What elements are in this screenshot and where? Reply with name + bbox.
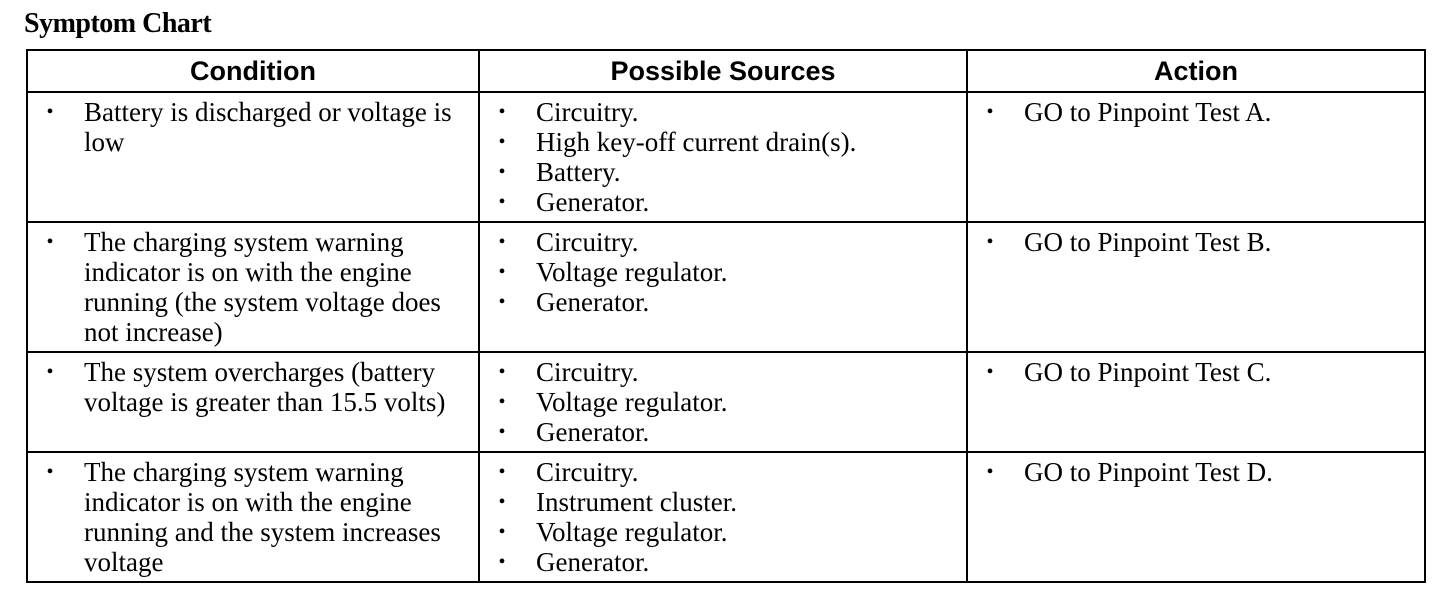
source-text: Voltage regulator. <box>536 257 728 287</box>
source-text: Instrument cluster. <box>536 487 737 517</box>
list-item <box>480 187 966 217</box>
condition-cell <box>27 222 479 352</box>
source-text: Circuitry. <box>536 227 639 257</box>
page-title: Symptom Chart <box>24 8 212 39</box>
bullet-icon: • <box>498 291 506 313</box>
list-item <box>480 387 966 417</box>
list-item <box>480 157 966 187</box>
bullet-icon: • <box>498 551 506 573</box>
list-item <box>480 487 966 517</box>
table-row <box>27 222 1425 352</box>
list-item <box>480 97 966 127</box>
bullet-icon: • <box>986 231 994 253</box>
action-list <box>968 227 1424 257</box>
bullet-icon: • <box>498 161 506 183</box>
bullet-icon: • <box>498 391 506 413</box>
condition-cell <box>27 92 479 222</box>
sources-list <box>480 227 966 317</box>
condition-cell <box>27 352 479 452</box>
list-item <box>480 517 966 547</box>
action-text: GO to Pinpoint Test D. <box>1024 457 1273 487</box>
list-item <box>480 547 966 577</box>
sources-cell <box>479 92 967 222</box>
bullet-icon: • <box>498 231 506 253</box>
source-text: Voltage regulator. <box>536 387 728 417</box>
sources-cell <box>479 352 967 452</box>
action-cell <box>967 222 1425 352</box>
condition-list <box>28 97 478 157</box>
list-item <box>28 457 478 577</box>
condition-text: The system overcharges (battery voltage is greater than 15.5 volts) <box>84 357 446 417</box>
condition-text: The charging system warning indicator is on with the engine running (the system voltage does not increase) <box>84 227 441 347</box>
list-item <box>480 287 966 317</box>
bullet-icon: • <box>498 101 506 123</box>
bullet-icon: • <box>986 361 994 383</box>
list-item <box>968 357 1424 387</box>
action-text: GO to Pinpoint Test A. <box>1024 97 1272 127</box>
bullet-icon: • <box>46 361 54 383</box>
bullet-icon: • <box>46 231 54 253</box>
bullet-icon: • <box>46 461 54 483</box>
bullet-icon: • <box>498 521 506 543</box>
source-text: Generator. <box>536 187 650 217</box>
action-cell <box>967 352 1425 452</box>
bullet-icon: • <box>986 101 994 123</box>
bullet-icon: • <box>498 131 506 153</box>
source-text: Circuitry. <box>536 97 639 127</box>
bullet-icon: • <box>498 261 506 283</box>
source-text: Generator. <box>536 287 650 317</box>
sources-list <box>480 457 966 577</box>
action-cell <box>967 92 1425 222</box>
condition-cell <box>27 452 479 582</box>
list-item <box>968 457 1424 487</box>
action-list <box>968 457 1424 487</box>
sources-list <box>480 357 966 447</box>
sources-cell <box>479 452 967 582</box>
source-text: High key-off current drain(s). <box>536 127 857 157</box>
condition-text: Battery is discharged or voltage is low <box>84 97 452 157</box>
bullet-icon: • <box>986 461 994 483</box>
bullet-icon: • <box>498 421 506 443</box>
action-text: GO to Pinpoint Test C. <box>1024 357 1272 387</box>
sources-list <box>480 97 966 217</box>
source-text: Generator. <box>536 547 650 577</box>
action-list <box>968 97 1424 127</box>
list-item <box>480 357 966 387</box>
header-action: Action <box>967 50 1425 92</box>
bullet-icon: • <box>498 191 506 213</box>
list-item <box>480 127 966 157</box>
source-text: Battery. <box>536 157 621 187</box>
table-row <box>27 452 1425 582</box>
bullet-icon: • <box>498 461 506 483</box>
table-header-row <box>27 50 1425 92</box>
condition-text: The charging system warning indicator is on with the engine running and the system increases voltage <box>84 457 441 577</box>
source-text: Generator. <box>536 417 650 447</box>
list-item <box>480 457 966 487</box>
list-item <box>28 357 478 417</box>
source-text: Voltage regulator. <box>536 517 728 547</box>
action-list <box>968 357 1424 387</box>
bullet-icon: • <box>498 361 506 383</box>
condition-list <box>28 357 478 417</box>
list-item <box>480 227 966 257</box>
source-text: Circuitry. <box>536 457 639 487</box>
list-item <box>968 227 1424 257</box>
list-item <box>28 97 478 157</box>
header-condition: Condition <box>27 50 479 92</box>
table-row <box>27 352 1425 452</box>
condition-list <box>28 457 478 577</box>
list-item <box>968 97 1424 127</box>
action-text: GO to Pinpoint Test B. <box>1024 227 1272 257</box>
sources-cell <box>479 222 967 352</box>
bullet-icon: • <box>46 101 54 123</box>
list-item <box>480 417 966 447</box>
bullet-icon: • <box>498 491 506 513</box>
list-item <box>480 257 966 287</box>
table-row <box>27 92 1425 222</box>
source-text: Circuitry. <box>536 357 639 387</box>
list-item <box>28 227 478 347</box>
action-cell <box>967 452 1425 582</box>
symptom-chart-table <box>26 49 1426 583</box>
condition-list <box>28 227 478 347</box>
header-possible-sources: Possible Sources <box>479 50 967 92</box>
